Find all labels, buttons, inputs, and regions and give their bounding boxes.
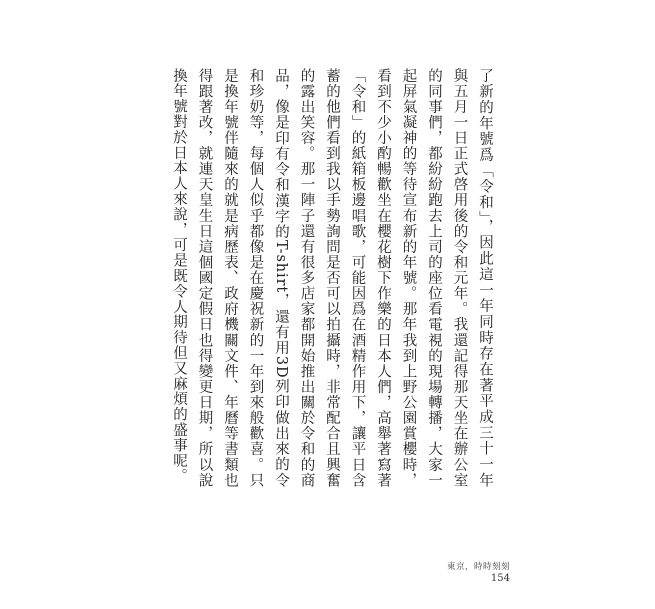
page-number: 154 bbox=[490, 573, 510, 584]
running-head: 東京，時時刻刻 bbox=[446, 562, 510, 572]
paragraph: 了新的年號爲「令和」，因此這一年同時存在著平成三十一年與五月一日正式啓用後的令和元年。我還記得那天坐在辦公室的同事們，都紛紛跑去上司的座位看電視的現場轉播，大家一起屏氣凝神的等待宣布新的年號。那年我到上野公園賞櫻時，看到不少小酌暢歡坐在櫻花樹下作樂的日本人們，高舉著寫著「令和」的紙箱板邊唱歌，可能因爲在酒精作用下，讓平日含蓄的他們看到我以手勢詢問是否可以拍攝時，非常配合且興奮的露出笑容。那一陣子還有很多店家都開始推出關於令和的商品，像是印有令和漢字的T-shirt，還有用3D列印做出來的令和珍奶等，每個人似乎都像是在慶祝新的一年到來般歡喜。只是換年號伴隨來的就是病歷表、政府機關文件、年曆等書類也得跟著改，就連天皇生日這個國定假日也得變更日期，所以說換年號對於日本人來說，可是既令人期待但又麻煩的盛事呢。 bbox=[171, 68, 493, 488]
vertical-body-text bbox=[171, 68, 497, 488]
